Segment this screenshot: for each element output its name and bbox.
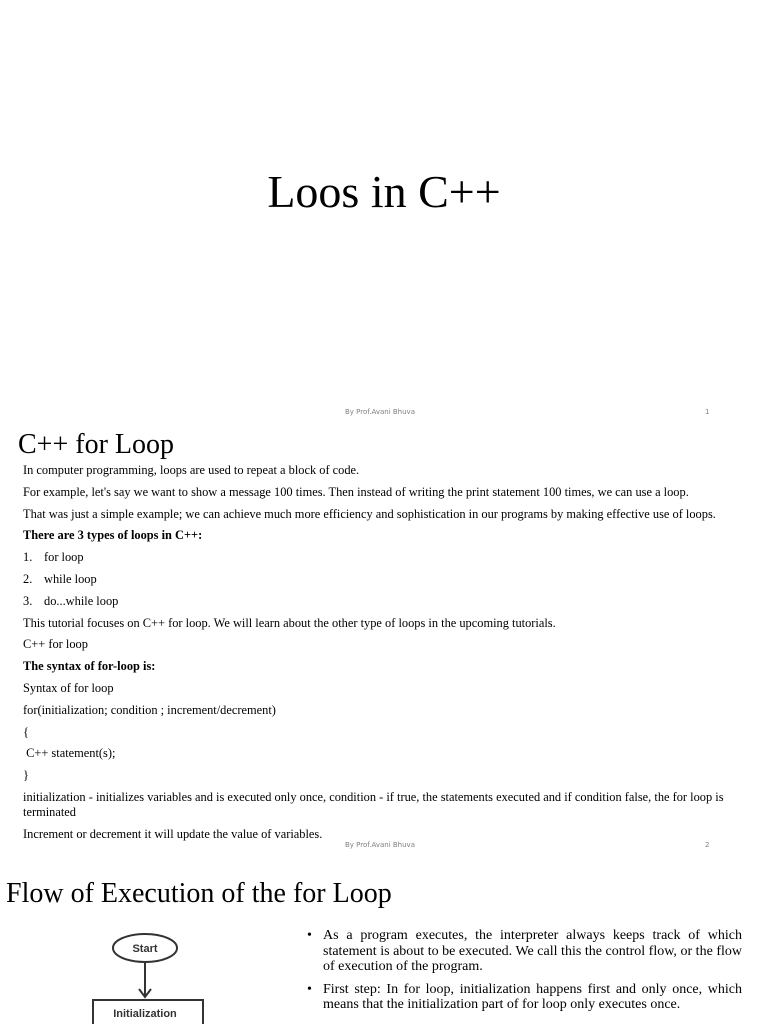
update-note: Increment or decrement it will update the value of variables. (23, 826, 323, 841)
footer-author: By Prof.Avani Bhuva (345, 841, 415, 849)
syntax-line: C++ statement(s); (23, 746, 116, 761)
syntax-label: Syntax of for loop (23, 680, 114, 695)
syntax-line: } (23, 768, 29, 783)
initialization-label: Initialization (113, 1008, 177, 1020)
paragraph: In computer programming, loops are used to repeat a block of code. (23, 463, 360, 477)
slide-heading: Flow of Execution of the for Loop (6, 878, 392, 909)
footer-author: By Prof.Avani Bhuva (345, 408, 415, 416)
bullet-symbol: • (307, 928, 312, 943)
list-item (23, 550, 753, 565)
flowchart (88, 930, 208, 1024)
page-number: 1 (705, 408, 710, 416)
list-item (23, 572, 753, 587)
list-number: 1. (23, 550, 33, 565)
slide-1 (0, 0, 768, 428)
list-number: 3. (23, 593, 33, 608)
syntax-heading: The syntax of for-loop is: (23, 659, 156, 674)
slide-title: Loos in C++ (267, 166, 501, 217)
list-item-label: while loop (44, 571, 97, 586)
slide-heading: C++ for Loop (18, 429, 175, 460)
slide-body (23, 463, 753, 849)
bullet-text: As a program executes, the interpreter always keeps track of which statement is about to be executed. We call this the control flow, or the flow of execution of the program. (323, 928, 742, 974)
list-item (307, 928, 742, 975)
paragraph: For example, let's say we want to show a message 100 times. Then instead of writing the print statement 100 times, we can use a loop. (23, 484, 689, 499)
slide-3 (0, 856, 768, 1024)
start-label: Start (132, 943, 158, 955)
page-number: 2 (705, 841, 710, 849)
syntax-line: for(initialization; condition ; increment/decrement) (23, 702, 276, 717)
bullet-list (307, 928, 742, 1020)
paragraph: This tutorial focuses on C++ for loop. We will learn about the other type of loops in the upcoming tutorials. (23, 615, 556, 630)
syntax-line: { (23, 724, 29, 739)
list-item (307, 982, 742, 1013)
explanation: initialization - initializes variables and is executed only once, condition - if true, the statements executed and if condition false, the for loop is terminated (23, 789, 724, 819)
paragraph: That was just a simple example; we can achieve much more efficiency and sophistication in our programs by making effective use of loops. (23, 506, 716, 521)
list-item-label: do...while loop (44, 593, 119, 608)
subheading: C++ for loop (23, 637, 88, 652)
bullet-symbol: • (307, 981, 312, 997)
list-number: 2. (23, 571, 33, 586)
list-item-label: for loop (44, 550, 84, 565)
slide-2 (0, 428, 768, 856)
loop-types-heading: There are 3 types of loops in C++: (23, 528, 203, 543)
bullet-text: First step: In for loop, initialization happens first and only once, which means that the initialization part of for loop only executes once. (323, 981, 742, 1012)
list-item (23, 594, 753, 609)
